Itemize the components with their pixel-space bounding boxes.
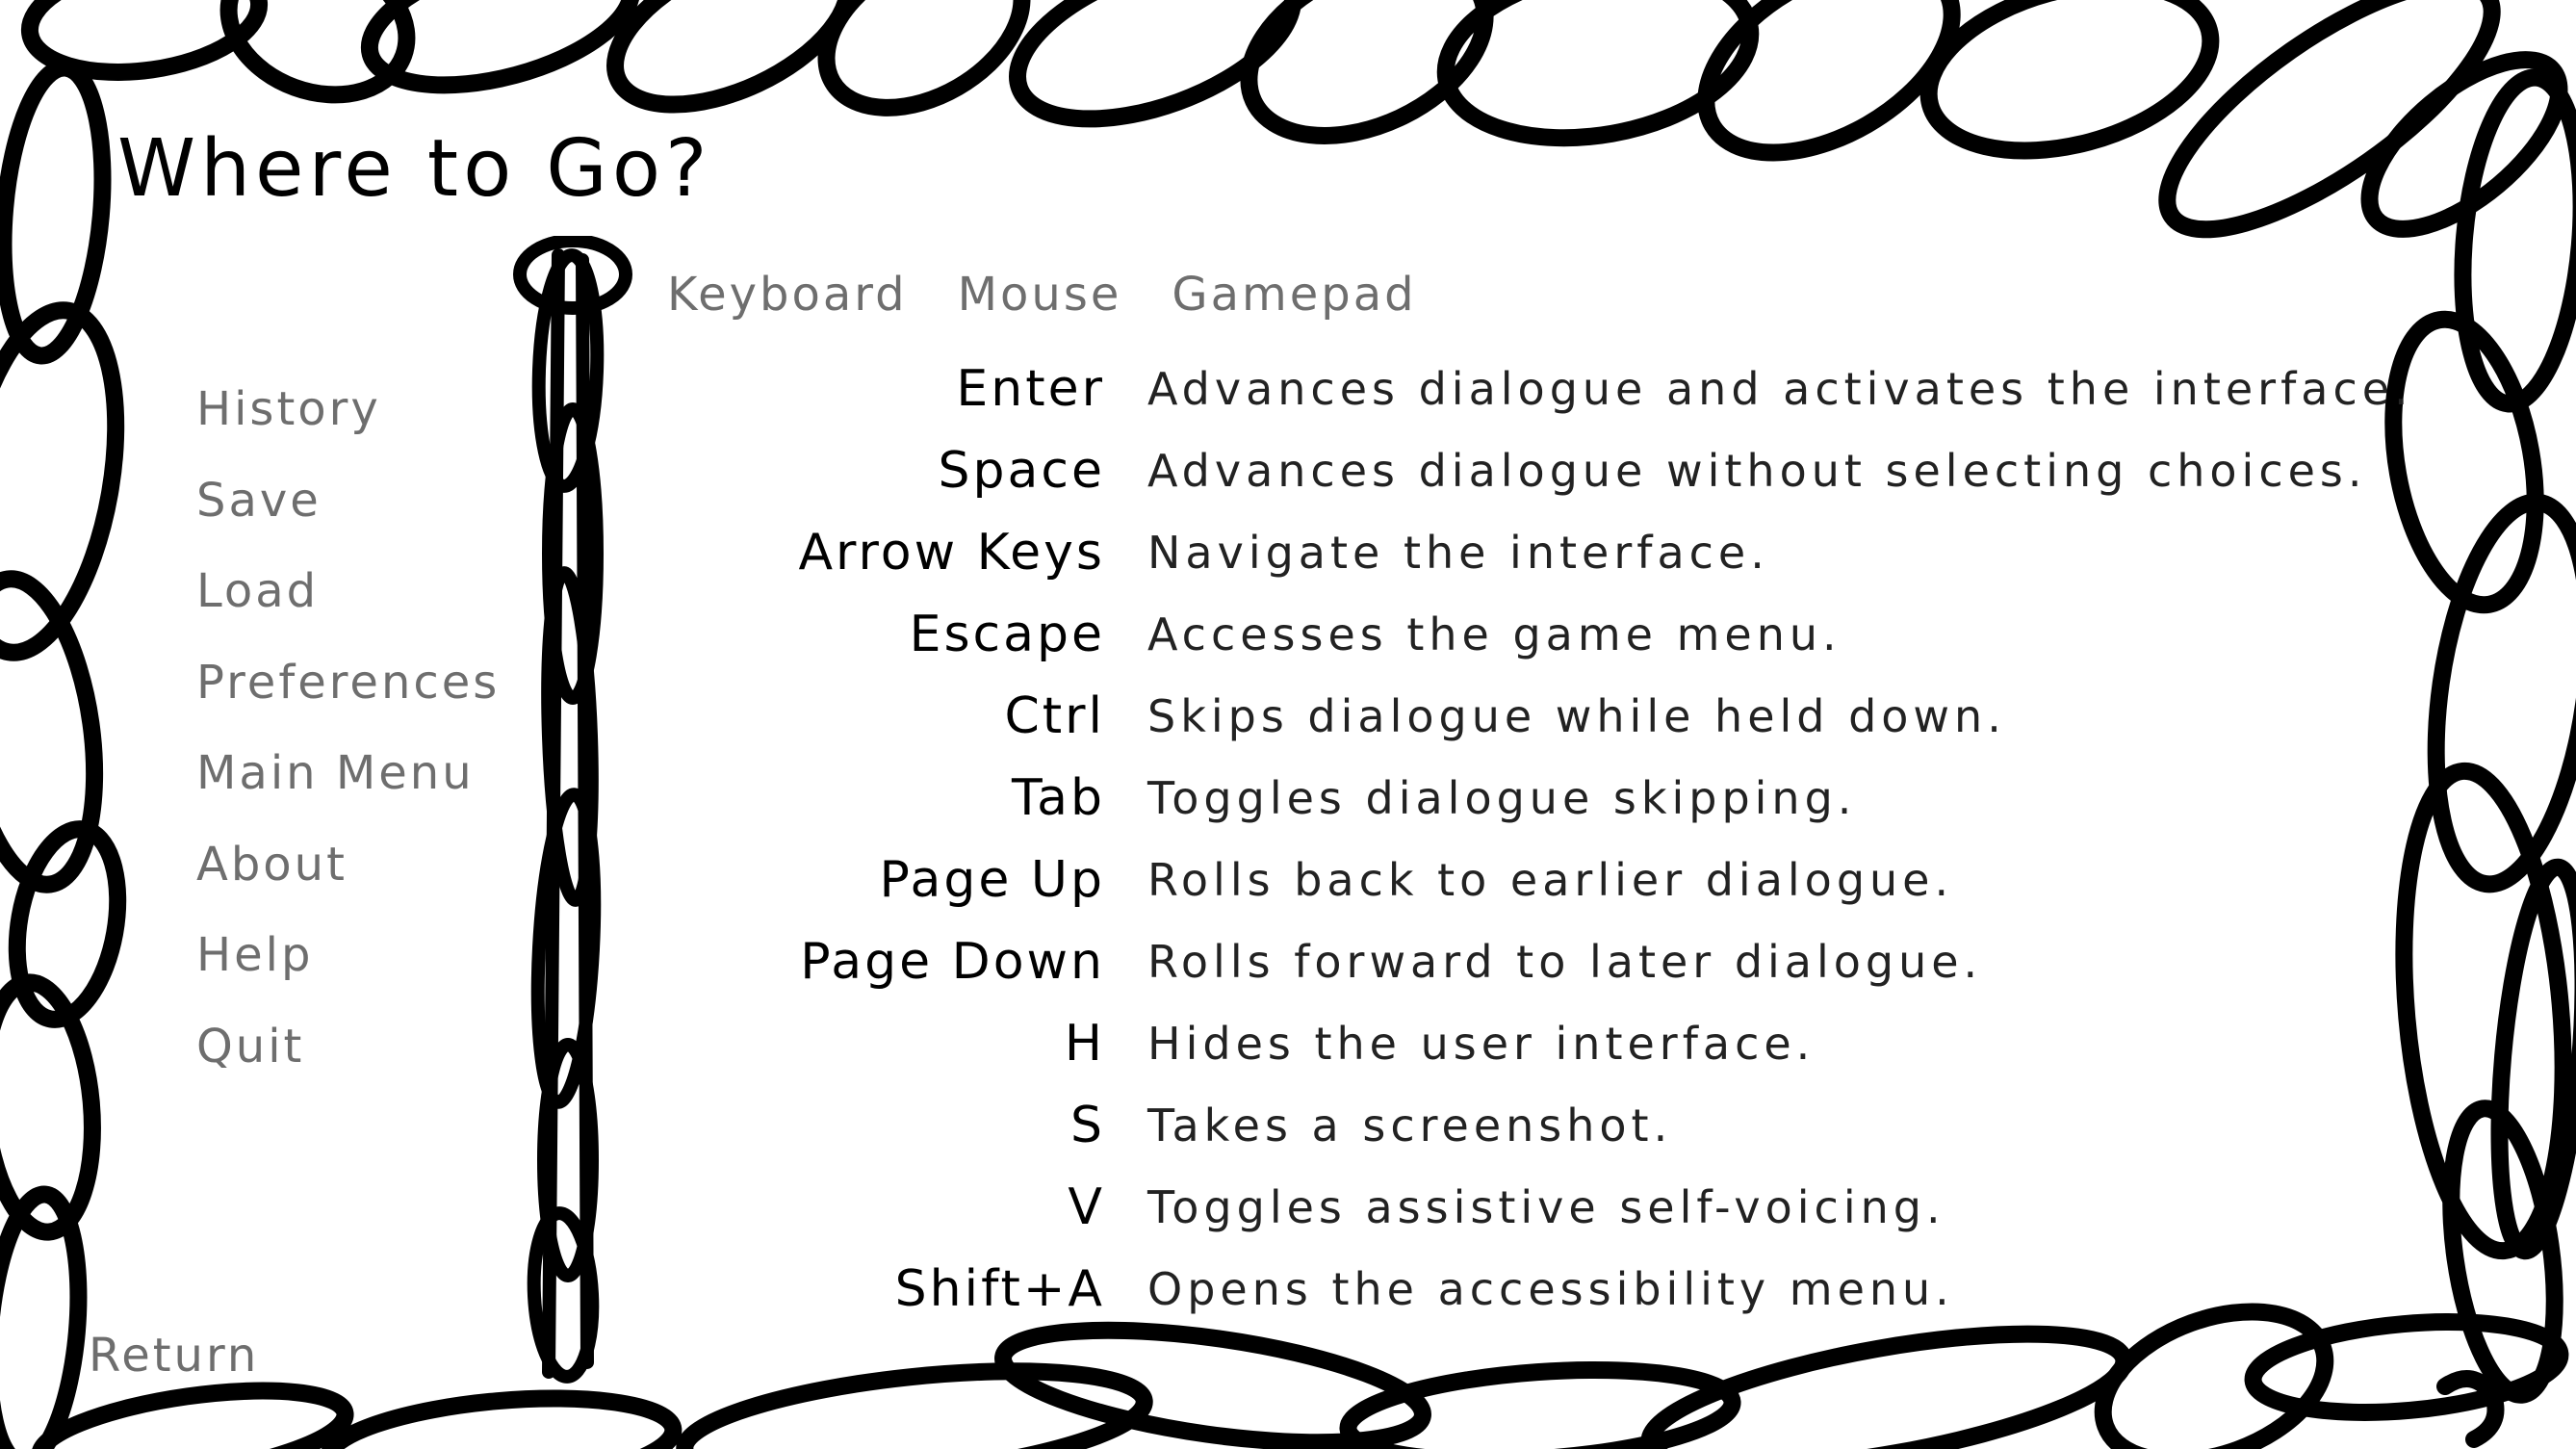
binding-row [0,840,2576,921]
tab-gamepad[interactable]: Gamepad [1172,268,1417,322]
binding-description: Accesses the game menu. [1147,608,1842,660]
binding-key: Space [938,442,1105,500]
binding-key: V [1068,1178,1105,1236]
binding-key: Arrow Keys [798,524,1105,582]
binding-key: Escape [909,606,1105,663]
binding-row [0,512,2576,594]
nav-main-menu[interactable]: Main Menu [196,746,475,800]
binding-row [0,758,2576,840]
nav-save[interactable]: Save [196,473,322,528]
binding-description: Navigate the interface. [1147,527,1769,579]
binding-description: Advances dialogue and activates the interface. [1147,363,2413,415]
binding-description: Advances dialogue without selecting choices. [1147,445,2367,497]
binding-description: Takes a screenshot. [1147,1100,1673,1151]
nav-preferences[interactable]: Preferences [196,655,501,710]
binding-row [0,349,2576,430]
binding-row [0,594,2576,676]
binding-key: Tab [1011,769,1105,827]
binding-description: Opens the accessibility menu. [1147,1263,1954,1315]
binding-row [0,1085,2576,1167]
nav-quit[interactable]: Quit [196,1019,305,1074]
binding-description: Skips dialogue while held down. [1147,690,2006,742]
binding-row [0,1167,2576,1249]
help-tabs [667,268,1417,322]
binding-row [0,430,2576,512]
binding-description: Hides the user interface. [1147,1018,1816,1070]
binding-description: Toggles assistive self-voicing. [1147,1181,1945,1233]
nav-load[interactable]: Load [196,564,320,618]
binding-key: Ctrl [1004,687,1105,745]
binding-key: Page Up [879,851,1105,909]
binding-key: H [1064,1015,1105,1073]
tab-keyboard[interactable]: Keyboard [667,268,908,322]
binding-description: Rolls back to earlier dialogue. [1147,854,1954,906]
page-title: Where to Go? [117,123,712,215]
binding-key: Enter [956,360,1105,418]
binding-description: Rolls forward to later dialogue. [1147,936,1983,988]
binding-row [0,1003,2576,1085]
binding-description: Toggles dialogue skipping. [1147,772,1857,824]
binding-key: S [1069,1097,1105,1154]
nav-about[interactable]: About [196,837,348,892]
binding-row [0,1249,2576,1331]
nav-help[interactable]: Help [196,928,314,982]
tab-mouse[interactable]: Mouse [957,268,1122,322]
binding-key: Page Down [800,933,1105,991]
nav-history[interactable]: History [196,382,381,436]
binding-row [0,676,2576,758]
return-button[interactable]: Return [89,1329,260,1383]
binding-row [0,921,2576,1003]
binding-key: Shift+A [894,1260,1105,1318]
